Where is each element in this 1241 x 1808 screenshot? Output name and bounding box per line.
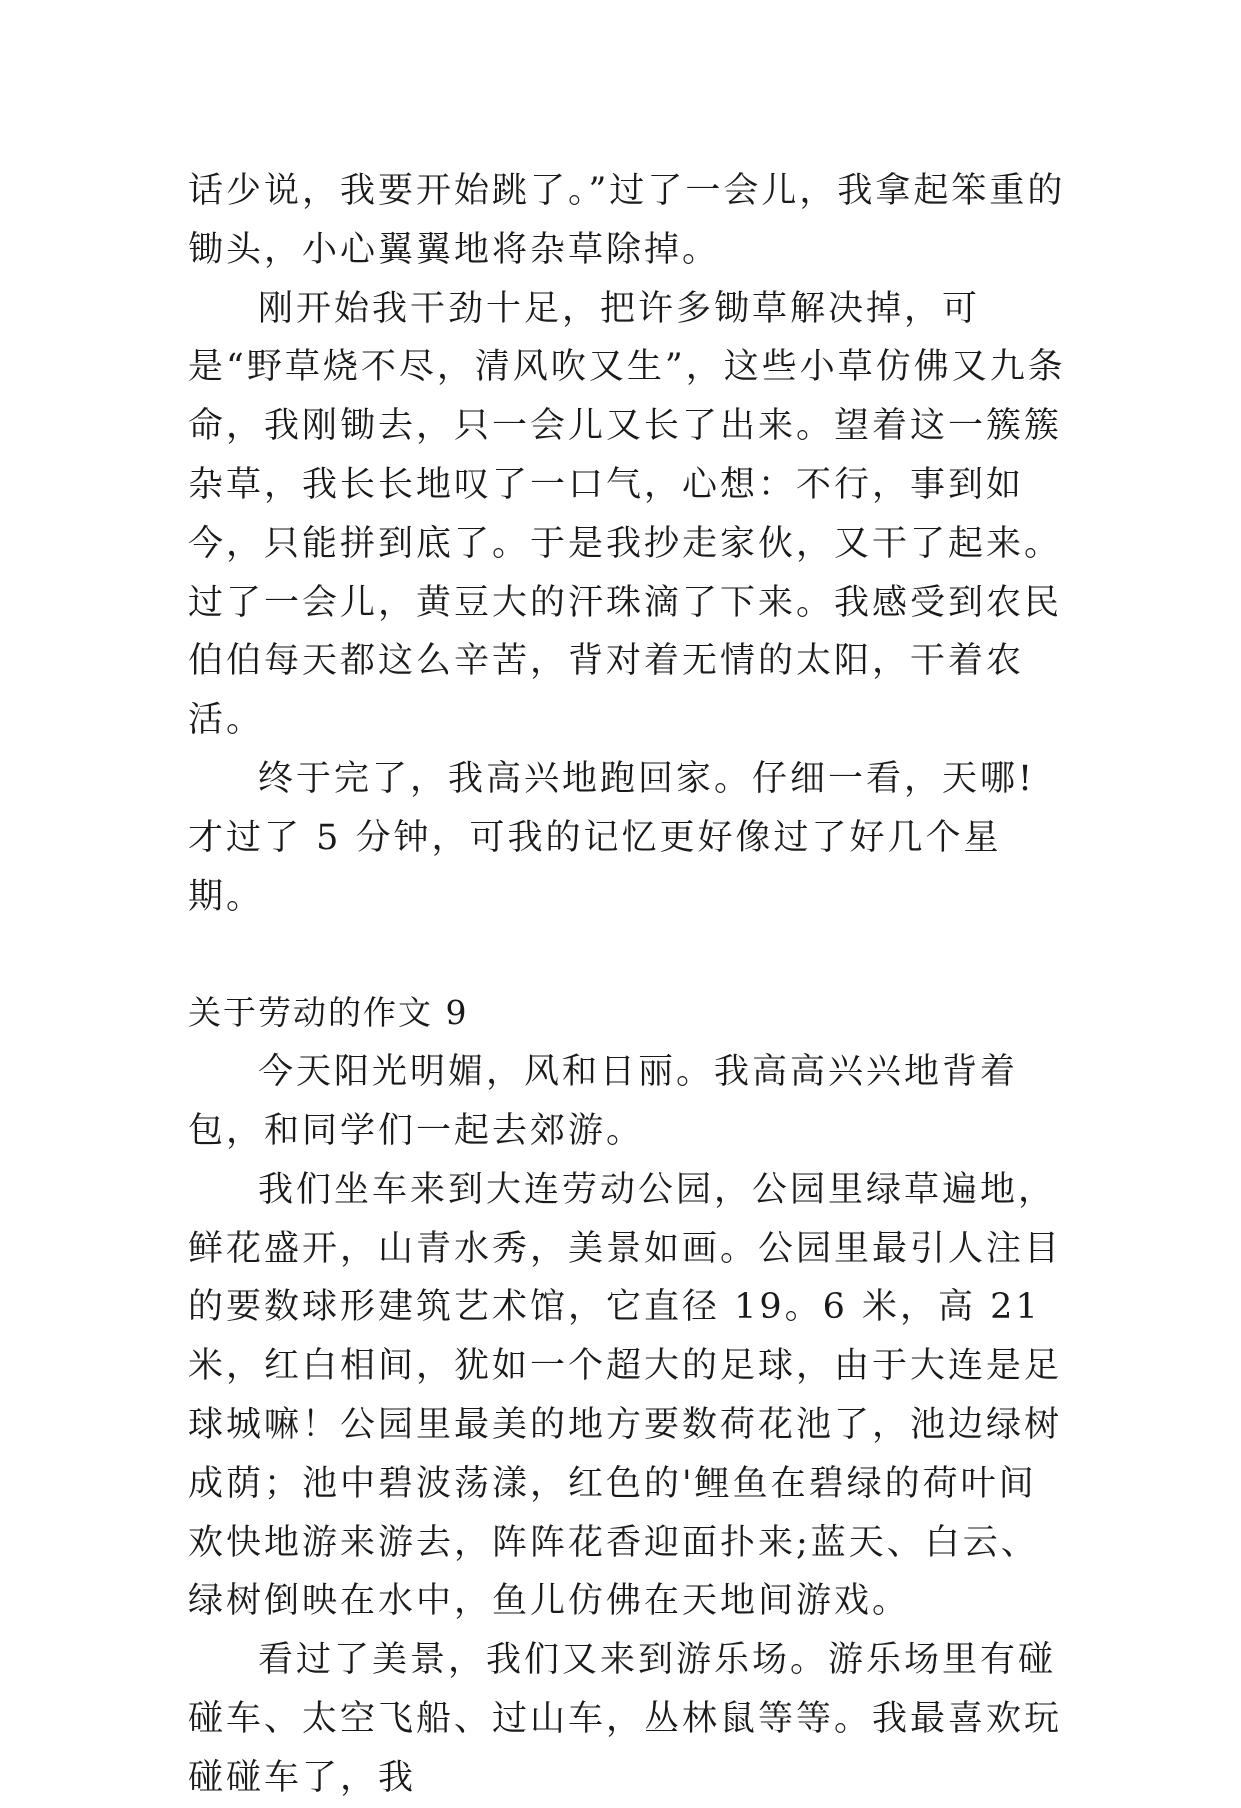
paragraph: 刚开始我干劲十足，把许多锄草解决掉，可是“野草烧不尽，清风吹又生”，这些小草仿佛又九条命，我刚锄去，只一会儿又长了出来。望着这一簇簇杂草，我长长地叹了一口气，心想：不行，事到如今，只能拼到底了。于是我抄走家伙，又干了起来。过了一会儿，黄豆大的汗珠滴了下来。我感受到农民伯伯每天都这么辛苦，背对着无情的太阳，干着农活。 [188, 288, 1066, 741]
section-title: 关于劳动的作文 9 [188, 993, 469, 1033]
document-page [188, 162, 1073, 1808]
paragraph: 终于完了，我高兴地跑回家。仔细一看，天哪!才过了 5 分钟，可我的记忆更好像过了好几个星期。 [188, 758, 1036, 917]
paragraph: 我们坐车来到大连劳动公园，公园里绿草遍地，鲜花盛开，山青水秀，美景如画。公园里最引人注目的要数球形建筑艺术馆，它直径 19。6 米，高 21 米，红白相间，犹如一个超大的足球，由于大连是足球城嘛！公园里最美的地方要数荷花池了，池边绿树成荫；池中碧波荡漾，红色的'鲤鱼在碧绿的荷叶间欢快地游来游去，阵阵花香迎面扑来;蓝天、白云、绿树倒映在水中，鱼儿仿佛在天地间游戏。 [188, 1169, 1063, 1622]
paragraph: 今天阳光明媚，风和日丽。我高高兴兴地背着包，和同学们一起去郊游。 [188, 1052, 1019, 1151]
paragraph: 看过了美景，我们又来到游乐场。游乐场里有碰碰车、太空飞船、过山车，丛林鼠等等。我最喜欢玩碰碰车了，我 [188, 1640, 1063, 1798]
paragraph: 话少说，我要开始跳了。”过了一会儿，我拿起笨重的锄头，小心翼翼地将杂草除掉。 [188, 171, 1066, 270]
